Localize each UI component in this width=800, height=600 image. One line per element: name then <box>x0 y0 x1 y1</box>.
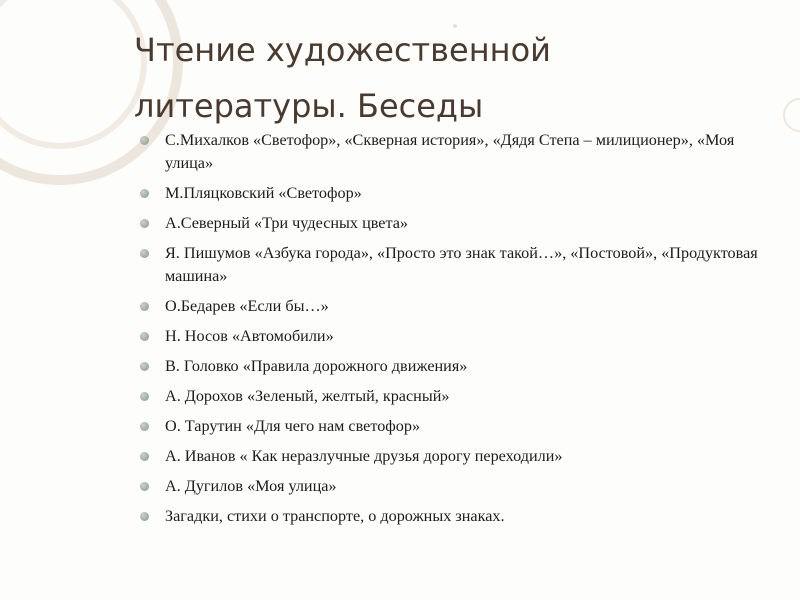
list-item-text: В. Головко «Правила дорожного движения» <box>165 357 468 375</box>
list-item <box>139 415 784 438</box>
list-item <box>139 242 784 288</box>
title-line-2: литературы. Беседы <box>134 87 484 125</box>
list-item <box>139 385 784 408</box>
bullet-icon <box>140 392 149 401</box>
list-item-text: С.Михалков «Светофор», «Скверная история», «Дядя Степа – милиционер», «Моя улица» <box>165 131 735 172</box>
list-item <box>139 295 784 318</box>
bullet-icon <box>140 332 149 341</box>
list-item <box>139 182 784 205</box>
bullet-icon <box>140 219 149 228</box>
deco-circle-medium <box>0 0 144 146</box>
list-item <box>139 325 784 348</box>
list-item-text: А. Иванов « Как неразлучные друзья дорогу переходили» <box>165 447 563 465</box>
bullet-icon <box>140 136 149 145</box>
list-item-text: А.Северный «Три чудесных цвета» <box>165 214 409 232</box>
bullet-icon <box>140 512 149 521</box>
list-item <box>139 212 784 235</box>
list-item-text: Загадки, стихи о транспорте, о дорожных знаках. <box>165 507 505 525</box>
list-item-text: Н. Носов «Автомобили» <box>165 327 334 345</box>
bullet-icon <box>140 189 149 198</box>
list-item <box>139 505 784 528</box>
deco-circle-corner <box>784 99 800 131</box>
bullet-icon <box>140 249 149 258</box>
list-item <box>139 475 784 498</box>
list-item-text: Я. Пишумов «Азбука города», «Просто это знак такой…», «Постовой», «Продуктовая машина» <box>165 244 758 285</box>
slide-title <box>134 22 774 134</box>
title-line-1: Чтение художественной <box>134 31 551 69</box>
bullet-icon <box>140 422 149 431</box>
literature-list <box>139 129 784 535</box>
bullet-icon <box>140 482 149 491</box>
list-item <box>139 355 784 378</box>
list-item <box>139 129 784 175</box>
list-item-text: А. Дорохов «Зеленый, желтый, красный» <box>165 387 450 405</box>
list-item-text: А. Дугилов «Моя улица» <box>165 477 337 495</box>
list-item-text: О. Тарутин «Для чего нам светофор» <box>165 417 421 435</box>
bullet-icon <box>140 452 149 461</box>
list-item <box>139 445 784 468</box>
list-item-text: О.Бедарев «Если бы…» <box>165 297 329 315</box>
bullet-icon <box>140 302 149 311</box>
list-item-text: М.Пляцковский «Светофор» <box>165 184 362 202</box>
bullet-icon <box>140 362 149 371</box>
